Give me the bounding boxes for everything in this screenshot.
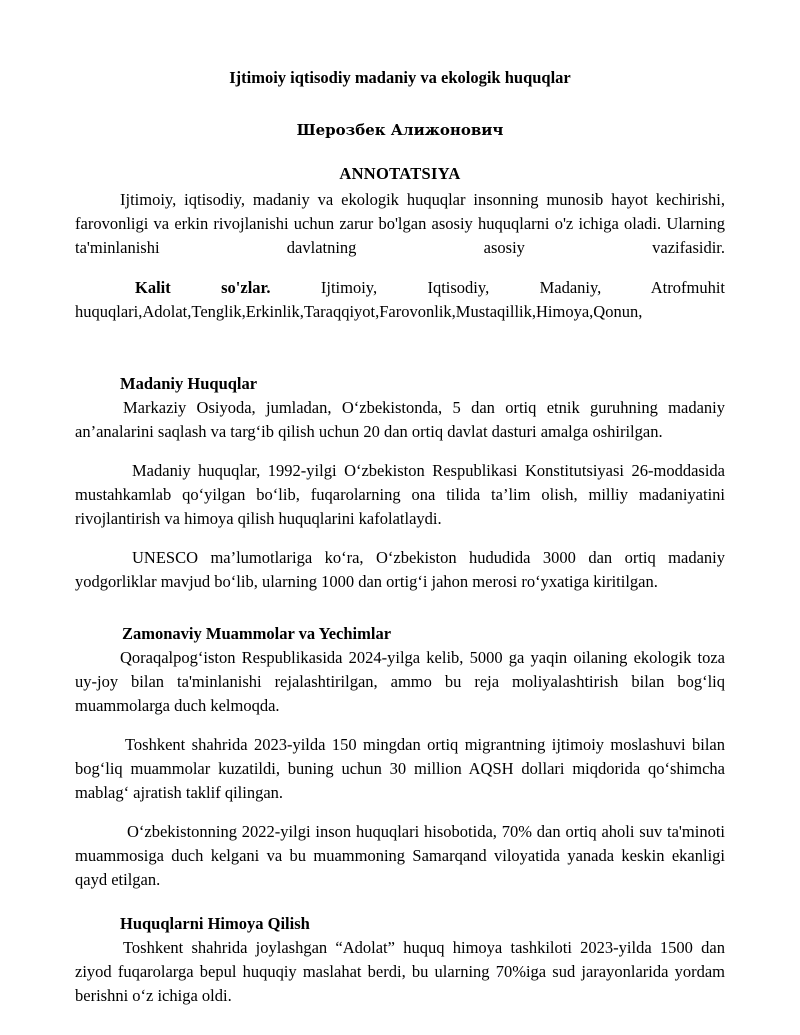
author-name: Шерозбек Алижонович — [296, 121, 504, 139]
section-heading: Huquqlarni Himoya Qilish — [120, 914, 310, 933]
keywords-label: Kalit so'zlar. — [135, 278, 271, 297]
paragraph: Qoraqalpog‘iston Respublikasida 2024-yilga kelib, 5000 ga yaqin oilaning ekologik toza uy-joy bilan ta'minlanishi rejalashtirilgan, ammo bu reja moliyalashtirish bilan bog‘liq muammolarga duch kelmoqda. — [75, 648, 725, 715]
paragraph: Toshkent shahrida joylashgan “Adolat” huquq himoya tashkiloti 2023-yilda 1500 dan ziyod fuqarolarga bepul huquqiy maslahat berdi, bu ularning 70%iga sud jarayonlarida yordam berishni o‘z ichiga oldi. — [75, 938, 725, 1005]
paragraph: UNESCO ma’lumotlariga ko‘ra, O‘zbekiston hududida 3000 dan ortiq madaniy yodgorliklar mavjud bo‘lib, ularning 1000 dan ortig‘i jahon merosi ro‘yxatiga kiritilgan. — [75, 548, 725, 591]
document-page — [75, 66, 725, 1008]
annotation-heading: ANNOTATSIYA — [339, 164, 461, 183]
section-cultural-rights — [75, 372, 725, 594]
keywords-paragraph — [75, 276, 725, 324]
paragraph: O‘zbekistonning 2022-yilgi inson huquqlari hisobotida, 70% dan ortiq aholi suv ta'minoti muammosiga duch kelgani va bu muammoning Samarqand viloyatida yanada keskin ekanligi qayd etilgan. — [75, 822, 725, 889]
section-rights-protection — [75, 912, 725, 1008]
section-heading: Zamonaviy Muammolar va Yechimlar — [122, 624, 392, 643]
document-title: Ijtimoiy iqtisodiy madaniy va ekologik huquqlar — [229, 68, 571, 87]
section-modern-problems — [75, 622, 725, 892]
abstract-text: Ijtimoiy, iqtisodiy, madaniy va ekologik huquqlar insonning munosib hayot kechirishi, farovonligi va erkin rivojlanishi uchun zarur bo'lgan asosiy huquqlarni o'z ichiga oladi. Ularning ta'minlanishi davlatning asosiy vazifasidir. — [75, 190, 725, 257]
paragraph: Markaziy Osiyoda, jumladan, O‘zbekistonda, 5 dan ortiq etnik guruhning madaniy an’analarini saqlash va targ‘ib qilish uchun 20 dan ortiq davlat dasturi amalga oshirilgan. — [75, 398, 725, 441]
section-heading: Madaniy Huquqlar — [120, 374, 258, 393]
paragraph: Toshkent shahrida 2023-yilda 150 mingdan ortiq migrantning ijtimoiy moslashuvi bilan bog‘liq muammolar kuzatildi, buning uchun 30 million AQSH dollari miqdorida qo‘shimcha mablag‘ ajratish taklif qilingan. — [75, 735, 725, 802]
paragraph: Madaniy huquqlar, 1992-yilgi O‘zbekiston Respublikasi Konstitutsiyasi 26-moddasida mustahkamlab qo‘yilgan bo‘lib, fuqarolarning ona tilida ta’lim olish, milliy madaniyatini rivojlantirish va himoya qilish huquqlarini kafolatlaydi. — [75, 461, 725, 528]
keywords-list: Ijtimoiy, Iqtisodiy, Madaniy, Atrofmuhit huquqlari,Adolat,Tenglik,Erkinlik,Taraqqiyot,Farovonlik,Mustaqillik,Himoya,Qonun, — [75, 278, 725, 321]
